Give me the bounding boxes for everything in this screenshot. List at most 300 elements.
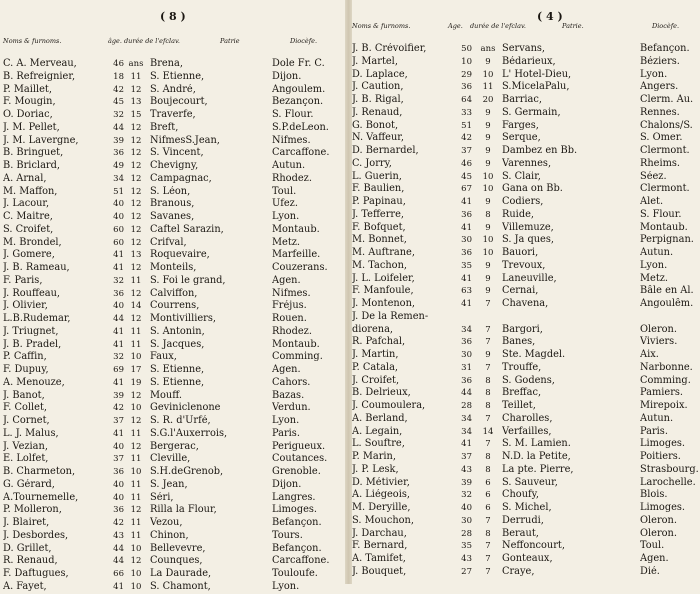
parish: S. Chamont, xyxy=(150,580,211,592)
table-row xyxy=(352,413,700,426)
age: 44 xyxy=(113,543,124,554)
diocese: Narbonne. xyxy=(640,361,693,373)
age: 32 xyxy=(113,352,124,363)
table-row xyxy=(352,171,700,184)
person-name: diorena, xyxy=(352,323,394,335)
table-row xyxy=(0,300,345,313)
parish: Breffac, xyxy=(502,387,542,399)
diocese: Toul. xyxy=(272,185,297,197)
captivity-years: 8 xyxy=(485,401,491,411)
table-row xyxy=(352,43,700,56)
diocese: S.P.deLeon. xyxy=(272,121,329,133)
person-name: C. Maitre, xyxy=(3,211,53,222)
parish: Gana on Bb. xyxy=(502,183,563,195)
age: 41 xyxy=(113,250,124,261)
header-name: Noms & furnoms. xyxy=(352,22,411,30)
table-row xyxy=(0,555,345,568)
diocese: Befançon. xyxy=(272,542,322,554)
person-name: G. Gérard, xyxy=(3,478,55,490)
diocese: Alet. xyxy=(640,196,664,207)
diocese: Dijon. xyxy=(272,70,302,82)
captivity-years: 20 xyxy=(482,95,494,105)
age: 41 xyxy=(461,273,472,284)
diocese: Paris. xyxy=(272,427,300,439)
table-row xyxy=(0,326,345,339)
diocese: Limoges. xyxy=(640,502,686,513)
parish: Bédarieux, xyxy=(502,55,556,67)
age: 41 xyxy=(113,263,124,273)
parish: Banes, xyxy=(502,336,536,348)
age: 32 xyxy=(113,110,124,120)
age: 43 xyxy=(461,554,472,564)
diocese: Couzerans. xyxy=(272,262,328,273)
parish: Bellevevre, xyxy=(150,542,206,554)
age: 28 xyxy=(461,401,472,411)
diocese: Strasbourg. xyxy=(640,463,699,475)
parish: S. Michel, xyxy=(502,502,552,513)
age: 45 xyxy=(113,97,124,108)
captivity-years: 12 xyxy=(130,161,142,171)
parish: S. Léon, xyxy=(150,185,191,197)
person-name: B. Bringuet, xyxy=(3,147,64,159)
table-row xyxy=(0,71,345,84)
diocese: Clermont. xyxy=(640,145,690,156)
person-name: J. Olivier, xyxy=(3,300,48,312)
age: 33 xyxy=(461,107,472,118)
age: 34 xyxy=(461,413,472,424)
table-row xyxy=(0,504,345,517)
diocese: Béziers. xyxy=(640,55,680,67)
captivity-years: ans xyxy=(480,44,496,54)
person-name: J. L. Loifeler, xyxy=(352,272,415,284)
diocese: Limoges. xyxy=(640,438,686,450)
diocese: Carcaffone. xyxy=(272,147,330,159)
parish: Cernai, xyxy=(502,285,539,297)
age: 41 xyxy=(461,197,472,207)
captivity-years: 7 xyxy=(485,337,491,348)
person-name: J. B. Rigal, xyxy=(352,94,404,105)
diocese: Lyon. xyxy=(272,580,300,592)
table-row xyxy=(0,415,345,428)
parish: S. Vincent, xyxy=(150,147,204,159)
captivity-years: 11 xyxy=(130,492,142,503)
parish: Mouff. xyxy=(150,389,182,401)
parish: Bergerac, xyxy=(150,440,199,452)
captivity-years: 12 xyxy=(130,186,142,197)
diocese: Agen. xyxy=(272,274,301,286)
diocese: Angoulem. xyxy=(272,83,326,95)
diocese: Oleron. xyxy=(640,527,677,539)
person-name: F. Manfoule, xyxy=(352,285,414,297)
diocese: Limoges. xyxy=(272,504,318,516)
captivity-years: 15 xyxy=(130,110,142,120)
diocese: Rheims. xyxy=(640,157,681,169)
table-row xyxy=(0,58,345,71)
captivity-years: 9 xyxy=(485,197,491,207)
header-duration: durée de l'efclav. xyxy=(470,22,526,30)
person-name: L. Guerin, xyxy=(352,170,402,182)
person-name: J. Renaud, xyxy=(352,106,403,118)
diocese: Metz. xyxy=(272,236,301,248)
age: 37 xyxy=(461,146,472,156)
person-name: J. B. Pradel, xyxy=(3,338,62,350)
table-row xyxy=(0,390,345,403)
parish: Rilla la Flour, xyxy=(150,504,217,516)
age: 10 xyxy=(461,56,472,67)
person-name: F. Dupuy, xyxy=(3,364,49,375)
person-name: J. Bouquet, xyxy=(352,565,407,577)
person-name: A. Legain, xyxy=(352,425,403,437)
captivity-years: 7 xyxy=(485,439,491,450)
captivity-years: 12 xyxy=(130,84,142,95)
diocese: Nifmes. xyxy=(272,134,311,146)
age: 63 xyxy=(461,286,472,297)
person-name: A. Menouze, xyxy=(3,376,65,388)
diocese: Dié. xyxy=(640,565,660,577)
person-name: J. Desbordes, xyxy=(3,529,69,541)
table-row xyxy=(0,147,345,160)
captivity-years: 12 xyxy=(130,416,142,426)
table-row xyxy=(352,247,700,260)
parish: Bauori, xyxy=(502,247,539,258)
parish: Serque, xyxy=(502,132,541,144)
person-name: A. Berland, xyxy=(352,412,408,424)
person-name: J. De la Remen- xyxy=(352,310,429,322)
captivity-years: 9 xyxy=(485,56,491,67)
table-row xyxy=(352,528,700,541)
person-name: A.Tournemelle, xyxy=(3,491,79,503)
person-name: D. Laplace, xyxy=(352,68,408,80)
age: 39 xyxy=(461,477,472,488)
captivity-years: 8 xyxy=(485,452,491,462)
captivity-years: 12 xyxy=(130,224,142,235)
table-row xyxy=(0,237,345,250)
parish: Choufy, xyxy=(502,489,539,501)
captivity-years: 8 xyxy=(485,209,491,220)
diocese: Montaub. xyxy=(640,221,688,233)
captivity-years: 11 xyxy=(130,454,142,465)
table-row xyxy=(0,249,345,262)
diocese: Ufez. xyxy=(272,198,298,210)
captivity-years: 12 xyxy=(130,288,142,299)
age: 46 xyxy=(113,59,124,69)
person-name: E. Lolfet, xyxy=(3,453,49,465)
captivity-years: 19 xyxy=(130,377,142,388)
parish: Savanes, xyxy=(150,211,195,222)
parish: Traverfe, xyxy=(150,109,196,120)
table-row xyxy=(352,69,700,82)
table-row xyxy=(0,364,345,377)
person-name: A. Arnal, xyxy=(3,172,47,184)
captivity-years: 13 xyxy=(130,250,142,261)
table-row xyxy=(352,387,700,400)
table-row xyxy=(0,160,345,173)
diocese: Oleron. xyxy=(640,514,677,526)
captivity-years: 6 xyxy=(485,503,491,513)
captivity-years: 9 xyxy=(485,286,491,297)
table-row xyxy=(352,183,700,196)
parish: Séri, xyxy=(150,491,174,503)
parish: NifmesS.Jean, xyxy=(150,134,220,146)
age: 34 xyxy=(113,173,124,184)
table-row xyxy=(352,145,700,158)
person-name: A. Fayet, xyxy=(3,580,47,592)
captivity-years: 11 xyxy=(130,428,142,439)
table-row xyxy=(0,122,345,135)
diocese: Agen. xyxy=(272,364,301,375)
diocese: Dijon. xyxy=(272,478,302,490)
age: 32 xyxy=(113,275,124,286)
parish: Codiers, xyxy=(502,196,544,207)
parish: S. André, xyxy=(150,83,196,95)
table-row xyxy=(352,566,700,579)
person-name: R. Pafchal, xyxy=(352,336,406,348)
diocese: Nifmes. xyxy=(272,287,311,299)
table-row xyxy=(352,502,700,515)
person-name: S. Mouchon, xyxy=(352,514,414,526)
diocese: Lyon. xyxy=(640,259,668,271)
diocese: Lyon. xyxy=(272,415,300,426)
table-row xyxy=(0,517,345,530)
header-age: âge. xyxy=(108,37,122,45)
person-name: J. Banot, xyxy=(3,389,45,401)
person-name: J. Blairet, xyxy=(3,517,50,528)
captivity-years: 12 xyxy=(130,135,142,146)
parish: Ruide, xyxy=(502,208,535,220)
table-row xyxy=(352,362,700,375)
person-name: J. Gomere, xyxy=(3,249,55,261)
parish: S. Foi le grand, xyxy=(150,274,226,286)
person-name: N. Vaffeur, xyxy=(352,132,404,144)
table-row xyxy=(352,375,700,388)
diocese: Blois. xyxy=(640,489,668,501)
header-age: Age. xyxy=(448,22,463,30)
age: 40 xyxy=(461,503,472,513)
captivity-years: 7 xyxy=(485,413,491,424)
diocese: Viviers. xyxy=(640,336,678,348)
captivity-years: 11 xyxy=(130,530,142,541)
captivity-years: 9 xyxy=(485,158,491,169)
table-row xyxy=(0,543,345,556)
diocese: Befançon. xyxy=(272,517,322,528)
table-row xyxy=(0,492,345,505)
parish: Counques, xyxy=(150,555,203,567)
table-row xyxy=(352,81,700,94)
person-name: J. Darchau, xyxy=(352,527,407,539)
captivity-years: 9 xyxy=(485,146,491,156)
parish: Neffoncourt, xyxy=(502,540,565,552)
table-row xyxy=(352,273,700,286)
person-name: P. Marin, xyxy=(352,451,396,462)
table-row xyxy=(0,275,345,288)
captivity-years: 11 xyxy=(130,479,142,490)
table-row xyxy=(0,198,345,211)
parish: N.D. la Petite, xyxy=(502,451,571,462)
captivity-years: 13 xyxy=(130,97,142,108)
captivity-years: 9 xyxy=(485,273,491,284)
parish: S. Etienne, xyxy=(150,70,205,82)
captivity-years: 12 xyxy=(130,505,142,516)
person-name: A. Tamifet, xyxy=(352,553,406,564)
parish: Chinon, xyxy=(150,529,189,541)
person-name: F. Paris, xyxy=(3,274,43,286)
table-row xyxy=(352,120,700,133)
table-row xyxy=(0,173,345,186)
diocese: Aix. xyxy=(640,349,659,360)
person-name: J. Martel, xyxy=(352,55,398,67)
age: 42 xyxy=(113,518,124,528)
parish: Trouffe, xyxy=(502,361,542,373)
table-row xyxy=(0,581,345,594)
age: 37 xyxy=(113,416,124,426)
person-name: F. Collet, xyxy=(3,402,48,414)
age: 44 xyxy=(461,388,472,399)
parish: La Daurade, xyxy=(150,568,212,579)
age: 41 xyxy=(113,581,124,592)
table-row xyxy=(352,451,700,464)
person-name: J. Lacour, xyxy=(3,198,50,210)
diocese: Montaub. xyxy=(272,338,320,350)
person-name: J. Caution, xyxy=(352,81,404,93)
header-duration: durée de l'efclav. xyxy=(124,37,180,45)
parish: Barriac, xyxy=(502,94,542,105)
parish: Caftel Sarazin, xyxy=(150,223,224,235)
parish: Beraut, xyxy=(502,527,539,539)
age: 41 xyxy=(113,339,124,350)
diocese: Rhodez. xyxy=(272,325,312,337)
page-gutter xyxy=(345,0,352,584)
parish: Breft, xyxy=(150,121,179,133)
person-name: P. Catala, xyxy=(352,361,399,373)
captivity-years: 12 xyxy=(130,390,142,401)
captivity-years: 12 xyxy=(130,263,142,273)
person-name: B. Briclard, xyxy=(3,160,60,171)
captivity-years: 8 xyxy=(485,528,491,539)
person-name: O. Doriac, xyxy=(3,109,53,120)
age: 41 xyxy=(461,439,472,450)
person-name: D. Métivier, xyxy=(352,476,410,488)
captivity-years: 7 xyxy=(485,324,491,335)
left-page xyxy=(0,0,345,592)
table-row xyxy=(0,211,345,224)
table-row xyxy=(352,426,700,439)
age: 36 xyxy=(113,288,124,299)
age: 36 xyxy=(461,82,472,93)
age: 27 xyxy=(461,566,472,577)
captivity-years: 12 xyxy=(130,237,142,248)
table-row xyxy=(352,336,700,349)
person-name: L. J. Malus, xyxy=(3,427,59,439)
age: 49 xyxy=(113,161,124,171)
diocese: Paris. xyxy=(640,425,668,437)
diocese: S. Flour. xyxy=(640,208,682,220)
diocese: Befançon. xyxy=(640,43,690,54)
person-name: F. Baulien, xyxy=(352,183,405,195)
table-row xyxy=(0,377,345,390)
parish: Varennes, xyxy=(502,157,552,169)
person-name: J. Montenon, xyxy=(352,298,416,309)
captivity-years: 10 xyxy=(482,184,494,195)
captivity-years: 12 xyxy=(130,556,142,567)
captivity-years: 9 xyxy=(485,107,491,118)
table-row xyxy=(352,438,700,451)
person-name: M. Bonnet, xyxy=(352,234,407,246)
age: 60 xyxy=(113,224,124,235)
age: 37 xyxy=(113,454,124,465)
parish: Faux, xyxy=(150,351,177,363)
person-name: F. Bernard, xyxy=(352,540,408,552)
diocese: Lyon. xyxy=(640,68,668,80)
diocese: Marfeille. xyxy=(272,249,321,261)
person-name: F. Mougin, xyxy=(3,96,56,108)
table-row xyxy=(0,568,345,581)
parish: Cleville, xyxy=(150,453,191,465)
age: 69 xyxy=(113,365,124,375)
diocese: Oleron. xyxy=(640,323,677,335)
parish: L' Hotel-Dieu, xyxy=(502,68,572,80)
age: 41 xyxy=(113,428,124,439)
diocese: Poitiers. xyxy=(640,451,681,462)
diocese: Rouen. xyxy=(272,313,307,324)
table-row xyxy=(0,479,345,492)
age: 18 xyxy=(113,71,124,82)
diocese: Autun. xyxy=(272,160,306,171)
captivity-years: 11 xyxy=(130,71,142,82)
parish: Laneuville, xyxy=(502,272,557,284)
captivity-years: 12 xyxy=(130,122,142,133)
header-patrie: Patrie xyxy=(220,37,240,45)
person-name: L.B.Rudemar, xyxy=(3,313,71,324)
age: 35 xyxy=(461,541,472,552)
captivity-years: 12 xyxy=(130,173,142,184)
parish: S. Jacques, xyxy=(150,338,205,350)
person-name: P. Caffin, xyxy=(3,351,47,363)
parish: S. Sauveur, xyxy=(502,476,558,488)
person-name: D. Grillet, xyxy=(3,542,52,554)
captivity-years: 12 xyxy=(130,314,142,324)
parish: S.G.l'Auxerrois, xyxy=(150,427,228,439)
table-row xyxy=(0,224,345,237)
age: 66 xyxy=(113,569,124,579)
captivity-years: 11 xyxy=(130,518,142,528)
person-name: B. Delrieux, xyxy=(352,387,411,399)
table-row xyxy=(0,441,345,454)
person-name: J. M. Pellet, xyxy=(3,121,60,133)
person-name: M. Maffon, xyxy=(3,185,58,197)
person-name: R. Renaud, xyxy=(3,555,58,567)
person-name: J. Cornet, xyxy=(3,415,50,426)
person-name: J. B. Rameau, xyxy=(3,262,70,273)
age: 40 xyxy=(113,301,124,312)
table-row xyxy=(0,453,345,466)
captivity-years: 6 xyxy=(485,477,491,488)
age: 60 xyxy=(113,237,124,248)
age: 28 xyxy=(461,528,472,539)
captivity-years: 7 xyxy=(485,541,491,552)
captivity-years: 10 xyxy=(130,581,142,592)
table-row xyxy=(352,285,700,298)
age: 41 xyxy=(461,299,472,309)
age: 30 xyxy=(461,515,472,526)
diocese: Agen. xyxy=(640,553,669,564)
table-row xyxy=(352,158,700,171)
diocese: Rennes. xyxy=(640,106,680,118)
person-name: P. Maillet, xyxy=(3,83,52,95)
parish: Vezou, xyxy=(150,517,183,528)
captivity-years: 10 xyxy=(482,171,494,182)
captivity-years: 7 xyxy=(485,554,491,564)
diocese: Langres. xyxy=(272,491,316,503)
